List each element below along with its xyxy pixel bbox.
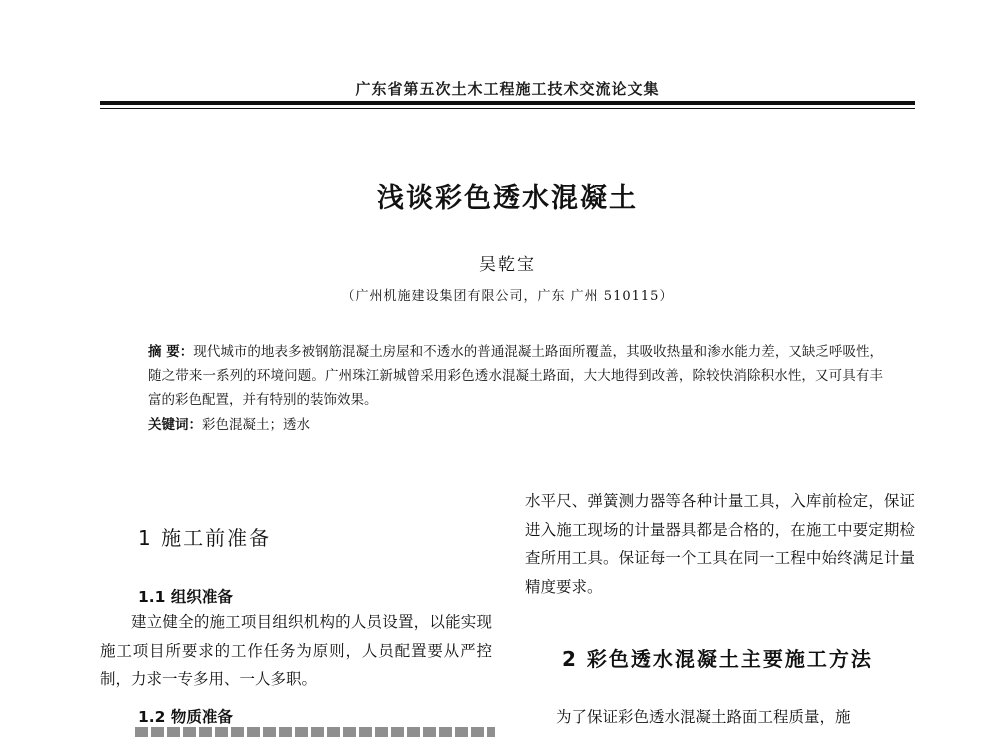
article-author: 吴乾宝 (479, 255, 536, 275)
section1-2-heading: 1.2 物质准备 (138, 708, 233, 726)
section1-1-heading: 1.1 组织准备 (138, 588, 233, 606)
article-title: 浅谈彩色透水混凝土 (377, 183, 638, 214)
section2-heading: 2 彩色透水混凝土主要施工方法 (562, 647, 873, 671)
section1-1-text: 建立健全的施工项目组织机构的人员设置，以能实现施工项目所要求的工作任务为原则，人员配置要从严控制，力求一专多用、一人多职。 (100, 613, 492, 688)
right-column-continued-text: 水平尺、弹簧测力器等各种计量工具，入库前检定，保证进入施工现场的计量器具都是合格的，在施工中要定期检查所用工具。保证每一个工具在同一工程中始终满足计量精度要求。 (525, 492, 915, 596)
abstract-text: 现代城市的地表多被钢筋混凝土房屋和不透水的普通混凝土路面所覆盖，其吸收热量和渗水能力差，又缺乏呼吸性，随之带来一系列的环境问题。广州珠江新城曾采用彩色透水混凝土路面，大大地得到改善，除较快消除积水性，又可具有丰富的彩色配置，并有特别的装饰效果。 (148, 344, 883, 408)
section2-intro-text: 为了保证彩色透水混凝土路面工程质量，施 (556, 708, 851, 726)
article-affiliation: （广州机施建设集团有限公司，广东 广州 510115） (341, 289, 674, 304)
keywords-text: 彩色混凝土；透水 (202, 417, 310, 433)
header-rule-thin (100, 108, 915, 109)
section1-heading: 1 施工前准备 (138, 526, 272, 550)
keywords-label: 关键词： (148, 417, 202, 433)
abstract-label: 摘 要： (148, 344, 194, 360)
journal-header: 广东省第五次土木工程施工技术交流论文集 (355, 80, 660, 98)
cut-off-text-line (135, 727, 495, 737)
header-rule-thick (100, 101, 915, 105)
abstract (148, 340, 883, 412)
keywords (148, 413, 883, 437)
